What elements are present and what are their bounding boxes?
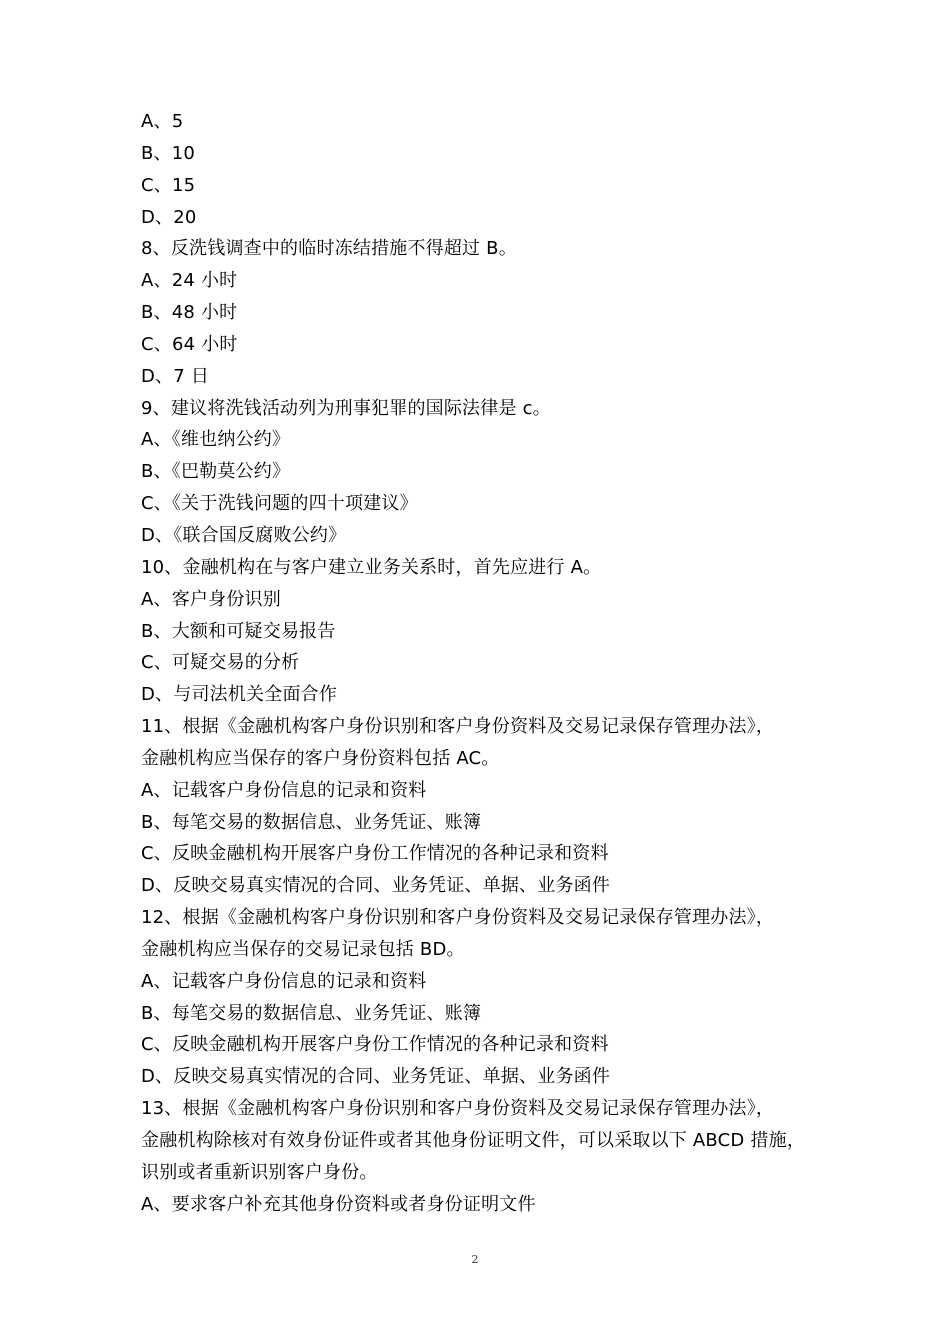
option-d: D、7 日 xyxy=(141,365,210,387)
question-9: 9、建议将洗钱活动列为刑事犯罪的国际法律是 c。 xyxy=(141,397,551,419)
option-d: D、反映交易真实情况的合同、业务凭证、单据、业务函件 xyxy=(141,1066,611,1088)
question-13-continued: 金融机构除核对有效身份证件或者其他身份证明文件，可以采取以下 ABCD 措施， xyxy=(141,1130,806,1151)
option-a: A、记载客户身份信息的记录和资料 xyxy=(141,970,427,992)
document-body xyxy=(141,106,841,1221)
question-10: 10、金融机构在与客户建立业务关系时，首先应进行 A。 xyxy=(141,556,602,578)
option-d: D、与司法机关全面合作 xyxy=(141,684,338,706)
option-d: D、反映交易真实情况的合同、业务凭证、单据、业务函件 xyxy=(141,875,611,897)
option-d: D、20 xyxy=(141,206,197,228)
option-a: A、记载客户身份信息的记录和资料 xyxy=(141,779,427,801)
question-12-continued: 金融机构应当保存的交易记录包括 BD。 xyxy=(141,938,465,960)
question-11-continued: 金融机构应当保存的客户身份资料包括 AC。 xyxy=(141,747,500,769)
option-c: C、15 xyxy=(141,174,196,196)
question-12: 12、根据《金融机构客户身份识别和客户身份资料及交易记录保存管理办法》， xyxy=(141,907,775,929)
option-c: C、反映金融机构开展客户身份工作情况的各种记录和资料 xyxy=(141,843,609,865)
page-number: 2 xyxy=(471,1253,479,1266)
question-8: 8、反洗钱调查中的临时冻结措施不得超过 B。 xyxy=(141,238,517,260)
option-b: B、48 小时 xyxy=(141,302,238,324)
option-b: B、每笔交易的数据信息、业务凭证、账簿 xyxy=(141,811,482,833)
option-b: B、《巴勒莫公约》 xyxy=(141,461,291,483)
option-c: C、64 小时 xyxy=(141,333,238,355)
option-b: B、10 xyxy=(141,142,196,164)
option-c: C、可疑交易的分析 xyxy=(141,652,300,674)
option-a: A、24 小时 xyxy=(141,270,238,292)
option-d: D、《联合国反腐败公约》 xyxy=(141,524,347,546)
option-a: A、《维也纳公约》 xyxy=(141,429,291,451)
option-c: C、反映金融机构开展客户身份工作情况的各种记录和资料 xyxy=(141,1034,609,1056)
option-b: B、每笔交易的数据信息、业务凭证、账簿 xyxy=(141,1002,482,1024)
question-13: 13、根据《金融机构客户身份识别和客户身份资料及交易记录保存管理办法》， xyxy=(141,1098,775,1120)
option-b: B、大额和可疑交易报告 xyxy=(141,620,336,642)
question-11: 11、根据《金融机构客户身份识别和客户身份资料及交易记录保存管理办法》， xyxy=(141,716,775,738)
option-a: A、客户身份识别 xyxy=(141,588,281,610)
option-a: A、要求客户补充其他身份资料或者身份证明文件 xyxy=(141,1193,536,1215)
option-a: A、5 xyxy=(141,111,184,132)
option-c: C、《关于洗钱问题的四十项建议》 xyxy=(141,493,418,515)
question-13-continued: 识别或者重新识别客户身份。 xyxy=(141,1161,378,1183)
